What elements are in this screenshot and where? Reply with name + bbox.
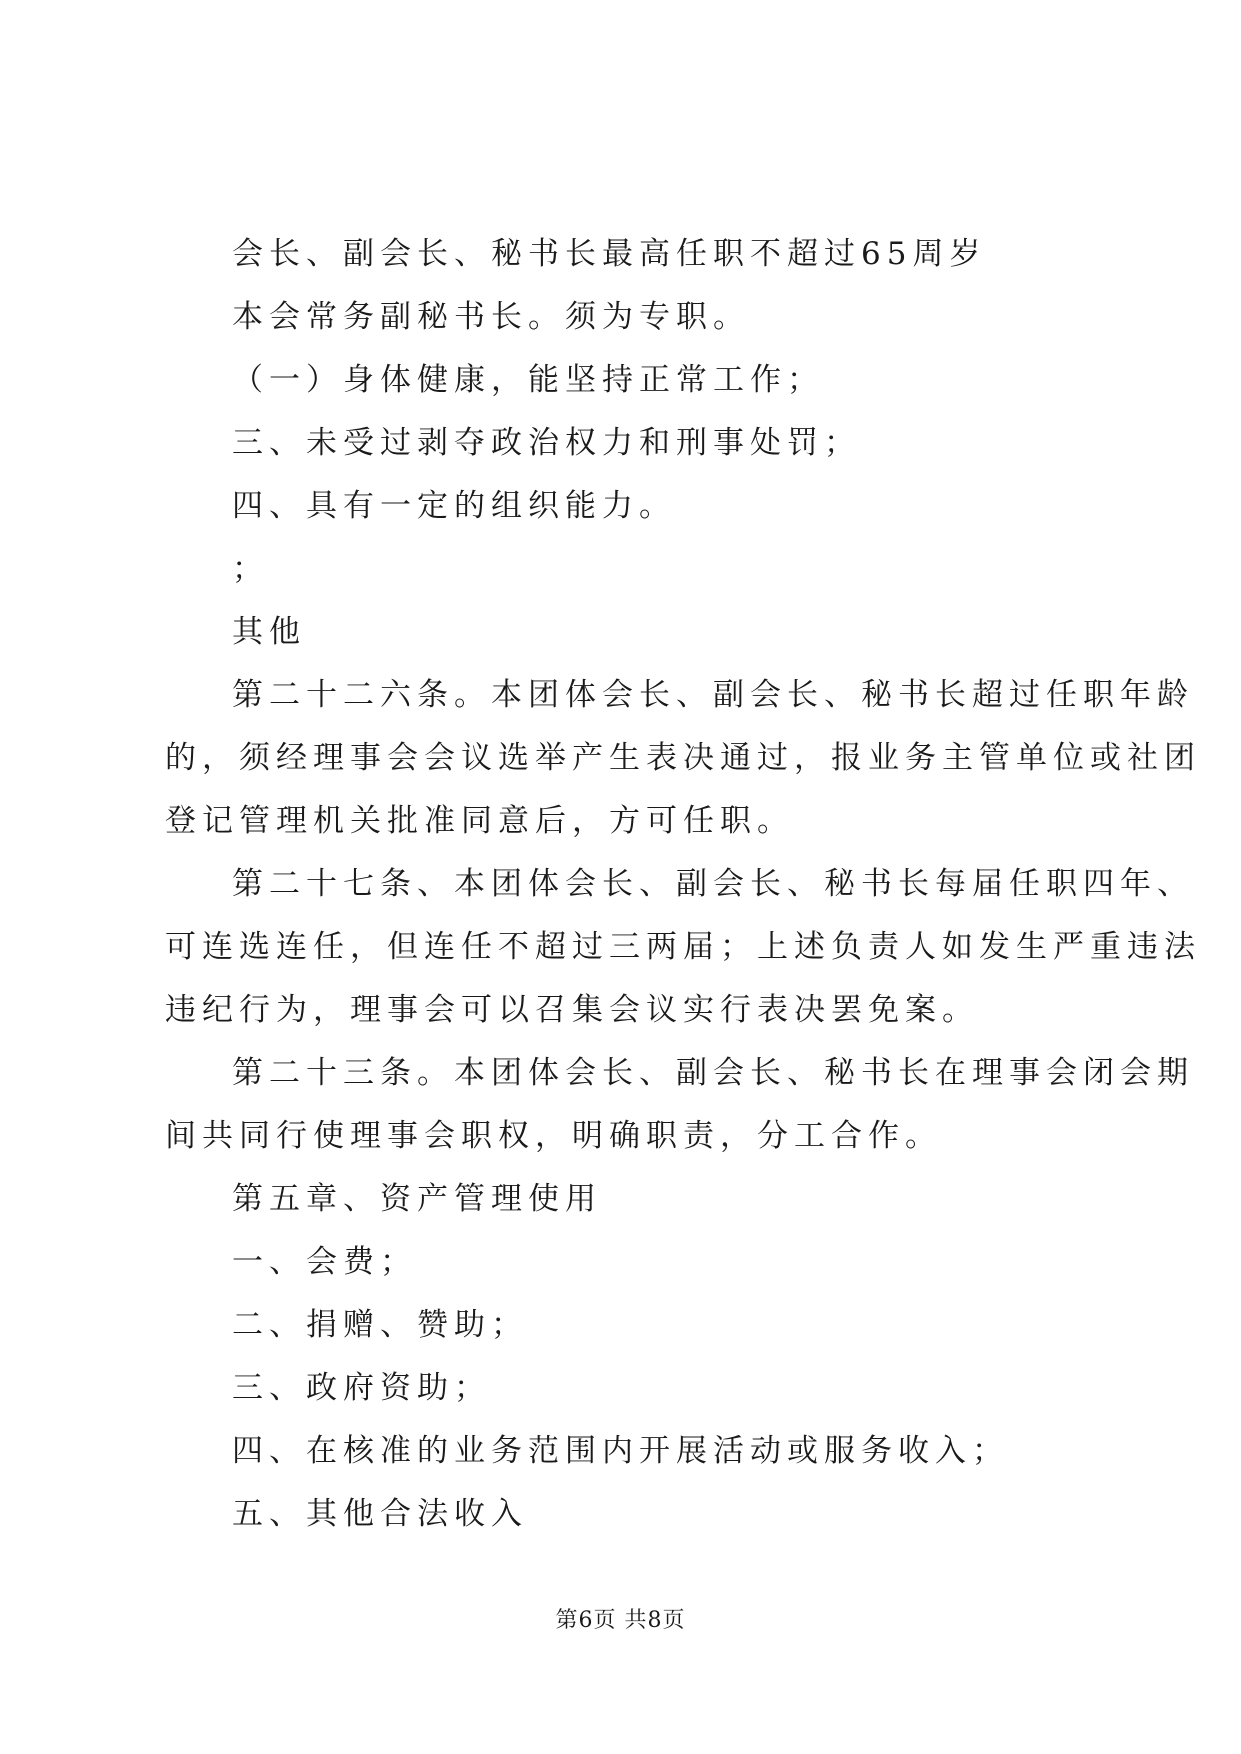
text-line: 其他 [232,614,306,650]
text-line: 四、在核准的业务范围内开展活动或服务收入； [232,1433,1009,1469]
text-line: 第五章、资产管理使用 [232,1181,602,1217]
text-line: 第二十七条、本团体会长、副会长、秘书长每届任职四年、 [232,866,1194,902]
text-line: （一）身体健康，能坚持正常工作； [232,362,824,398]
text-line: 第二十三条。本团体会长、副会长、秘书长在理事会闭会期 [232,1055,1194,1091]
text-line: 第二十二六条。本团体会长、副会长、秘书长超过任职年龄 [232,677,1194,713]
text-line: 会长、副会长、秘书长最高任职不超过65周岁 [232,236,987,272]
text-line: 本会常务副秘书长。须为专职。 [232,299,750,335]
text-line: 二、捐赠、赞助； [232,1307,528,1343]
text-line: 间共同行使理事会职权，明确职责，分工合作。 [165,1118,942,1154]
text-line: 四、具有一定的组织能力。 [232,488,676,524]
page-number-footer: 第6页 共8页 [555,1608,686,1633]
text-line: 五、其他合法收入 [232,1496,528,1532]
text-line: 三、政府资助； [232,1370,491,1406]
text-line: ； [232,551,269,587]
text-line: 登记管理机关批准同意后，方可任职。 [165,803,794,839]
text-line: 三、未受过剥夺政治权力和刑事处罚； [232,425,861,461]
text-line: 违纪行为，理事会可以召集会议实行表决罢免案。 [165,992,979,1028]
text-line: 可连选连任，但连任不超过三两届；上述负责人如发生严重违法 [165,929,1201,965]
text-line: 一、会费； [232,1244,417,1280]
text-line: 的，须经理事会会议选举产生表决通过，报业务主管单位或社团 [165,740,1201,776]
